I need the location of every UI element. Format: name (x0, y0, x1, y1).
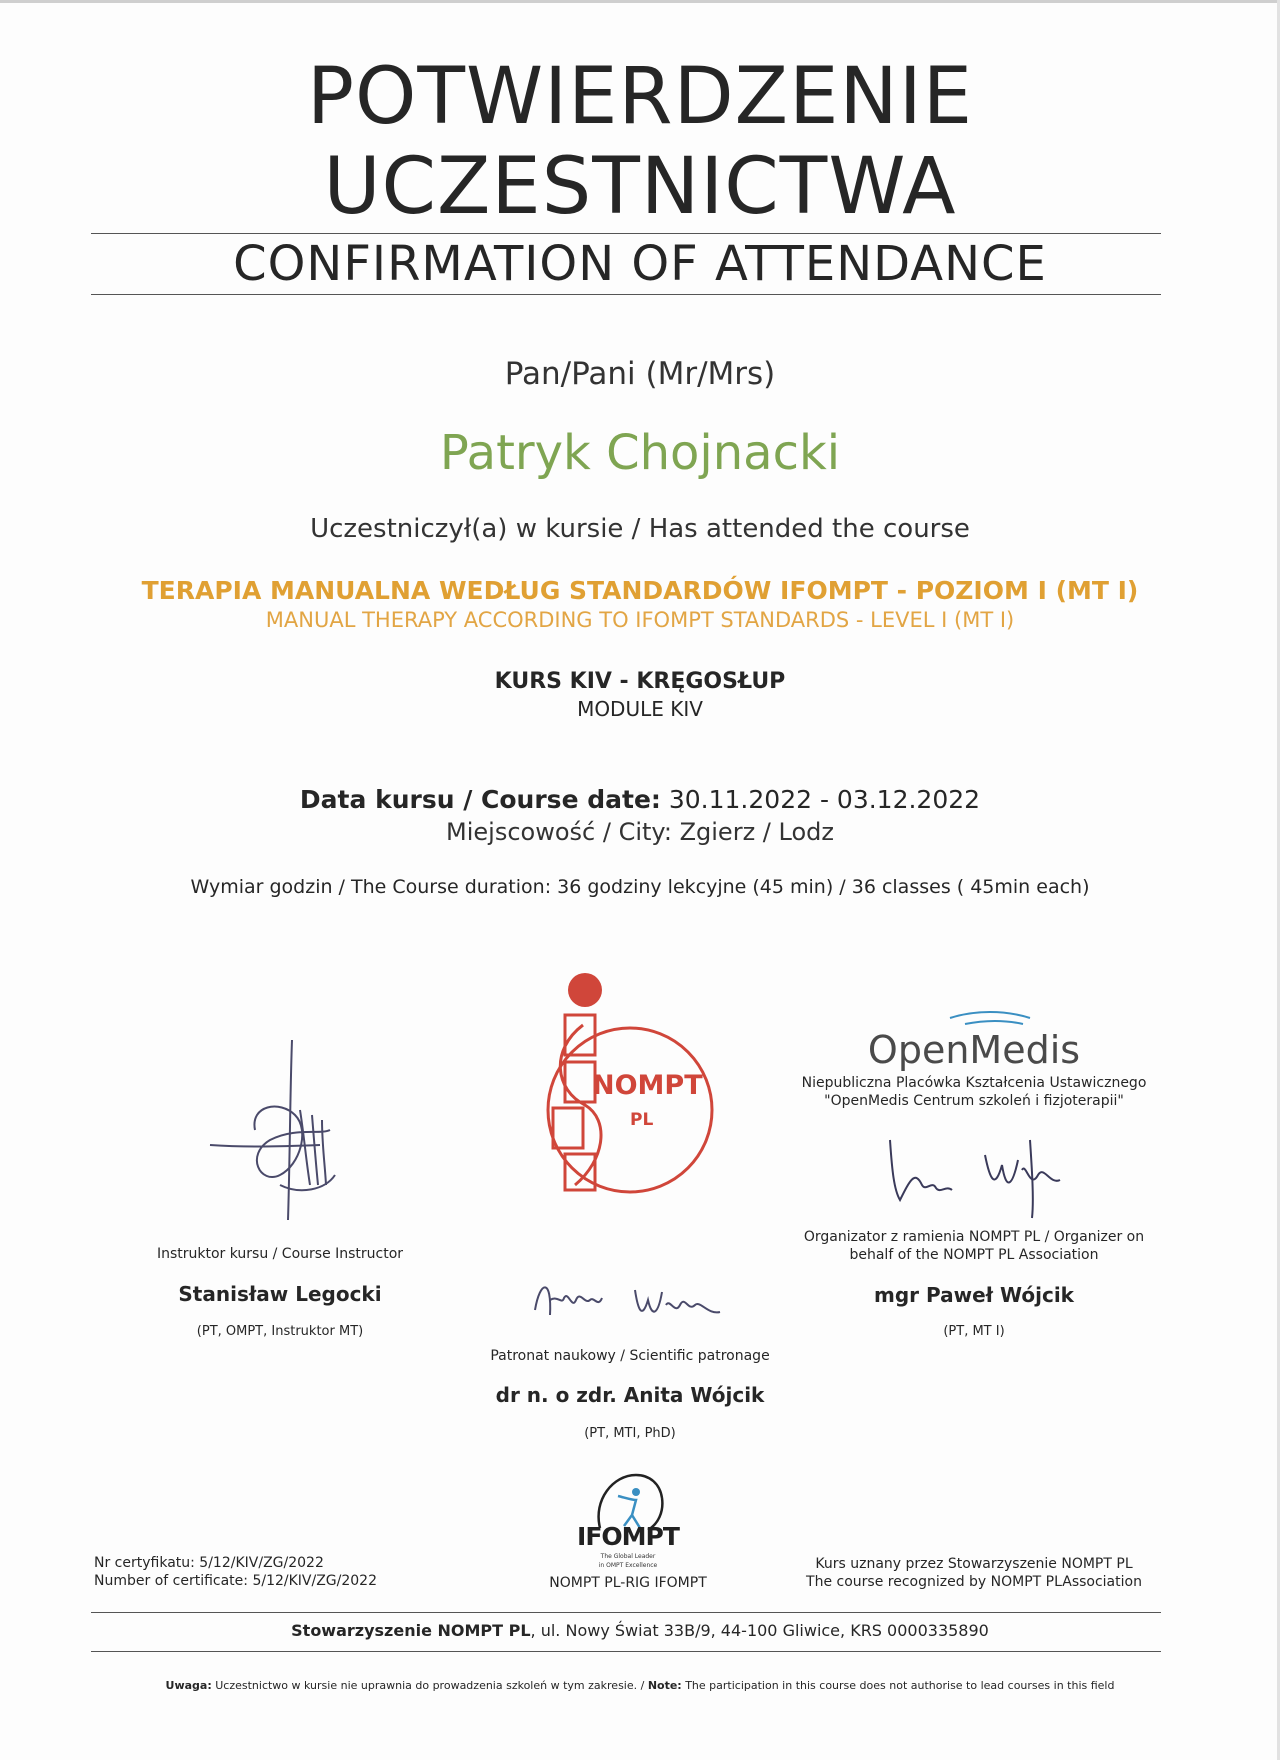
course-title-en: MANUAL THERAPY ACCORDING TO IFOMPT STANDARDS - LEVEL I (MT I) (265, 608, 1015, 632)
organizer-name: mgr Paweł Wójcik (874, 1283, 1074, 1307)
patron-role: Patronat naukowy / Scientific patronage (490, 1348, 770, 1364)
organizer-role-line-1: Organizator z ramienia NOMPT PL / Organizer on (803, 1229, 1145, 1245)
footer-rule-top (91, 1612, 1161, 1613)
title-english: CONFIRMATION OF ATTENDANCE (233, 236, 1047, 292)
header-rule-top (91, 233, 1161, 234)
module-title-pl: KURS KIV - KRĘGOSŁUP (494, 669, 786, 694)
organizer-role-line-2: behalf of the NOMPT PL Association (849, 1247, 1099, 1263)
footer-note-label-pl: Uwaga: (165, 1679, 212, 1692)
patron-signature-icon (530, 1270, 730, 1330)
footer-note-label-en: Note: (647, 1679, 682, 1692)
openmedis-logo-text: OpenMedis (867, 1028, 1081, 1072)
course-date-value: 30.11.2022 - 03.12.2022 (668, 785, 981, 814)
recognized-en: The course recognized by NOMPT PLAssociation (806, 1574, 1142, 1590)
course-date (0, 784, 1280, 816)
ifompt-tagline-2: in OMPT Excellence (598, 1562, 658, 1569)
nompt-logo-text: NOMPT (592, 1070, 703, 1101)
openmedis-line-2: "OpenMedis Centrum szkoleń i fizjoterapii" (824, 1093, 1124, 1109)
title-line-1: POTWIERDZENIE (306, 52, 974, 142)
ifompt-caption: NOMPT PL-RIG IFOMPT (549, 1575, 707, 1591)
course-title-pl: TERAPIA MANUALNA WEDŁUG STANDARDÓW IFOMPT - POZIOM I (MT I) (141, 576, 1139, 605)
patron-credentials: (PT, MTI, PhD) (584, 1426, 676, 1441)
instructor-credentials: (PT, OMPT, Instruktor MT) (196, 1324, 364, 1339)
course-duration: Wymiar godzin / The Course duration: 36 godziny lekcyjne (45 min) / 36 classes ( 45min each) (190, 876, 1090, 898)
footer-address (0, 1620, 1280, 1642)
ifompt-tagline-1: The Global Leader (600, 1553, 656, 1560)
certificate-number-pl: Nr certyfikatu: 5/12/KIV/ZG/2022 (94, 1555, 324, 1571)
module-title-en: MODULE KIV (577, 697, 703, 721)
footer-note-en: The participation in this course does not authorise to lead courses in this field (681, 1679, 1115, 1692)
header-rule-bottom (91, 294, 1161, 295)
openmedis-swoosh-icon (945, 1000, 1035, 1030)
participant-name: Patryk Chojnacki (439, 425, 841, 481)
footer-org-name: Stowarzyszenie NOMPT PL (291, 1621, 531, 1640)
footer-note-pl: Uczestnictwo w kursie nie uprawnia do prowadzenia szkoleń w tym zakresie. / (211, 1679, 648, 1692)
patron-name: dr n. o zdr. Anita Wójcik (495, 1383, 765, 1407)
attended-statement: Uczestniczył(a) w kursie / Has attended the course (310, 514, 970, 544)
recognized-pl: Kurs uznany przez Stowarzyszenie NOMPT PL (815, 1556, 1133, 1572)
instructor-signature-icon (200, 1035, 360, 1225)
openmedis-line-1: Niepubliczna Placówka Kształcenia Ustawicznego (801, 1075, 1147, 1091)
instructor-role: Instruktor kursu / Course Instructor (156, 1246, 404, 1262)
organizer-signature-icon (880, 1130, 1070, 1220)
course-city: Miejscowość / City: Zgierz / Lodz (446, 818, 834, 846)
participant-prefix: Pan/Pani (Mr/Mrs) (504, 356, 776, 392)
nompt-logo-sub: PL (630, 1110, 654, 1130)
scan-edge-top (0, 0, 1280, 3)
certificate-number-en: Number of certificate: 5/12/KIV/ZG/2022 (94, 1573, 377, 1589)
ifompt-logo-text: IFOMPT (577, 1522, 679, 1551)
footer-org-address: , ul. Nowy Świat 33B/9, 44-100 Gliwice, KRS 0000335890 (530, 1621, 989, 1640)
footer-note (0, 1679, 1280, 1693)
footer-rule-bottom (91, 1651, 1161, 1652)
course-date-label: Data kursu / Course date: (299, 785, 661, 814)
organizer-credentials: (PT, MT I) (943, 1324, 1005, 1339)
title-line-2: UCZESTNICTWA (323, 142, 957, 232)
instructor-name: Stanisław Legocki (178, 1282, 382, 1306)
